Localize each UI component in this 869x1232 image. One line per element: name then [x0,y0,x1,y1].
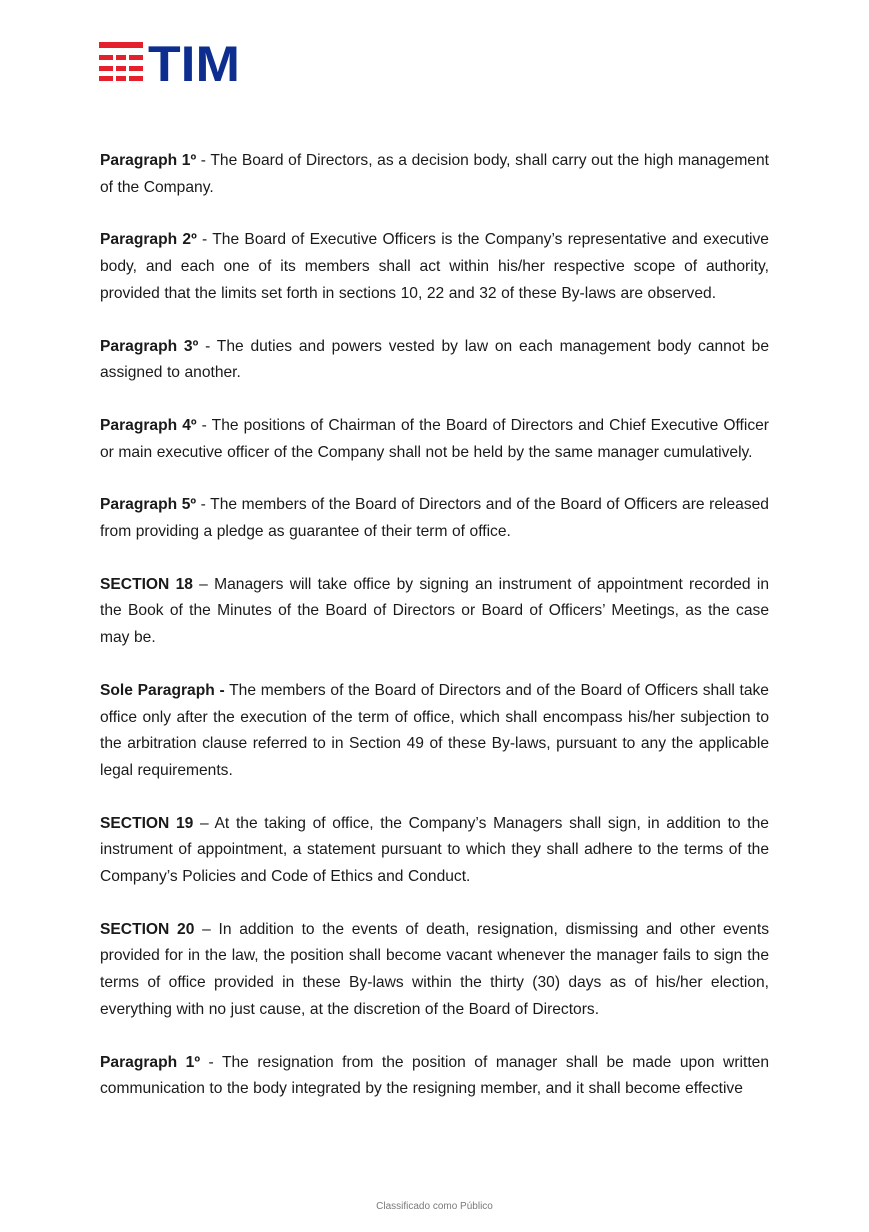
paragraph-label: Paragraph 3º [100,337,199,355]
section-text: Managers will take office by signing an instrument of appointment recorded in the Book of the Minutes of the Board of Directors or Board of Officers’ Meetings, as the case may be. [100,575,769,647]
paragraph-1-section-20: Paragraph 1º - The resignation from the position of manager shall be made upon written communication to the body integrated by the resigning member, and it shall become effective [100,1053,769,1098]
paragraph-label: Paragraph 1º [100,1053,201,1071]
section-20: SECTION 20 – In addition to the events of death, resignation, dismissing and other events provided for in the law, the position shall become vacant whenever the manager fails to sign the terms of office provided in these By-laws within the thirty (30) days as of his/her election, everything with no just cause, at the discretion of the Board of Directors. [100,920,769,1018]
section-18: SECTION 18 – Managers will take office by signing an instrument of appointment recorded in the Book of the Minutes of the Board of Directors or Board of Officers’ Meetings, as the case may be. [100,575,769,647]
paragraph-text: The duties and powers vested by law on each management body cannot be assigned to another. [100,337,769,382]
section-text: In addition to the events of death, resignation, dismissing and other events provided for in the law, the position shall become vacant whenever the manager fails to sign the terms of office provided in these By-laws within the thirty (30) days as of his/her election, everything with no just cause, at the discretion of the Board of Directors. [100,920,769,1018]
paragraph-text: The members of the Board of Directors and of the Board of Officers are released from providing a pledge as guarantee of their term of office. [100,496,769,541]
paragraph-5: Paragraph 5º - The members of the Board of Directors and of the Board of Officers are released from providing a pledge as guarantee of their term of office. [100,496,769,541]
paragraph-label: Sole Paragraph - [100,681,225,699]
paragraph-text: The members of the Board of Directors and of the Board of Officers shall take office only after the execution of the term of office, which shall encompass his/her subjection to the arbitration clause referred to in Section 49 of these By-laws, pursuant to any the applicable legal requirements. [100,681,769,779]
paragraph-4: Paragraph 4º - The positions of Chairman of the Board of Directors and Chief Executive Officer or main executive officer of the Company shall not be held by the same manager cumulatively. [100,416,769,461]
paragraph-text: The Board of Directors, as a decision body, shall carry out the high management of the Company. [100,152,769,196]
paragraph-1: Paragraph 1º - The Board of Directors, as a decision body, shall carry out the high management of the Company. [100,152,769,196]
classification-footer: Classificado como Público [376,1201,493,1212]
paragraph-2: Paragraph 2º - The Board of Executive Officers is the Company’s representative and executive body, and each one of its members shall act within his/her respective scope of authority, provided that the limits set forth in sections 10, 22 and 32 of these By-laws are observed. [100,231,769,302]
paragraph-text: The Board of Executive Officers is the Company’s representative and executive body, and each one of its members shall act within his/her respective scope of authority, provided that the limits set forth in sections 10, 22 and 32 of these By-laws are observed. [100,231,769,302]
paragraph-label: Paragraph 2º [100,231,197,249]
section-label: SECTION 20 [100,920,195,938]
tim-logo [99,42,241,82]
sole-paragraph [100,678,769,785]
paragraph-text: The resignation from the position of manager shall be made upon written communication to the body integrated by the resigning member, and it shall become effective [100,1053,769,1098]
paragraph-label: Paragraph 5º [100,496,197,514]
paragraph-text: The positions of Chairman of the Board of Directors and Chief Executive Officer or main executive officer of the Company shall not be held by the same manager cumulatively. [100,416,769,461]
tim-logo-text: TIM [148,42,240,82]
section-text: At the taking of office, the Company’s Managers shall sign, in addition to the instrument of appointment, a statement pursuant to which they shall adhere to the terms of the Company’s Policies and Code of Ethics and Conduct. [100,814,769,886]
document-body [100,148,769,1129]
tim-logo-mark-icon [99,42,143,81]
section-label: SECTION 18 [100,575,193,593]
section-19: SECTION 19 – At the taking of office, the Company’s Managers shall sign, in addition to the instrument of appointment, a statement pursuant to which they shall adhere to the terms of the Company’s Policies and Code of Ethics and Conduct. [100,814,769,886]
section-label: SECTION 19 [100,814,194,832]
paragraph-label: Paragraph 1º [100,152,197,169]
paragraph-label: Paragraph 4º [100,416,197,434]
paragraph-3: Paragraph 3º - The duties and powers vested by law on each management body cannot be assigned to another. [100,337,769,382]
